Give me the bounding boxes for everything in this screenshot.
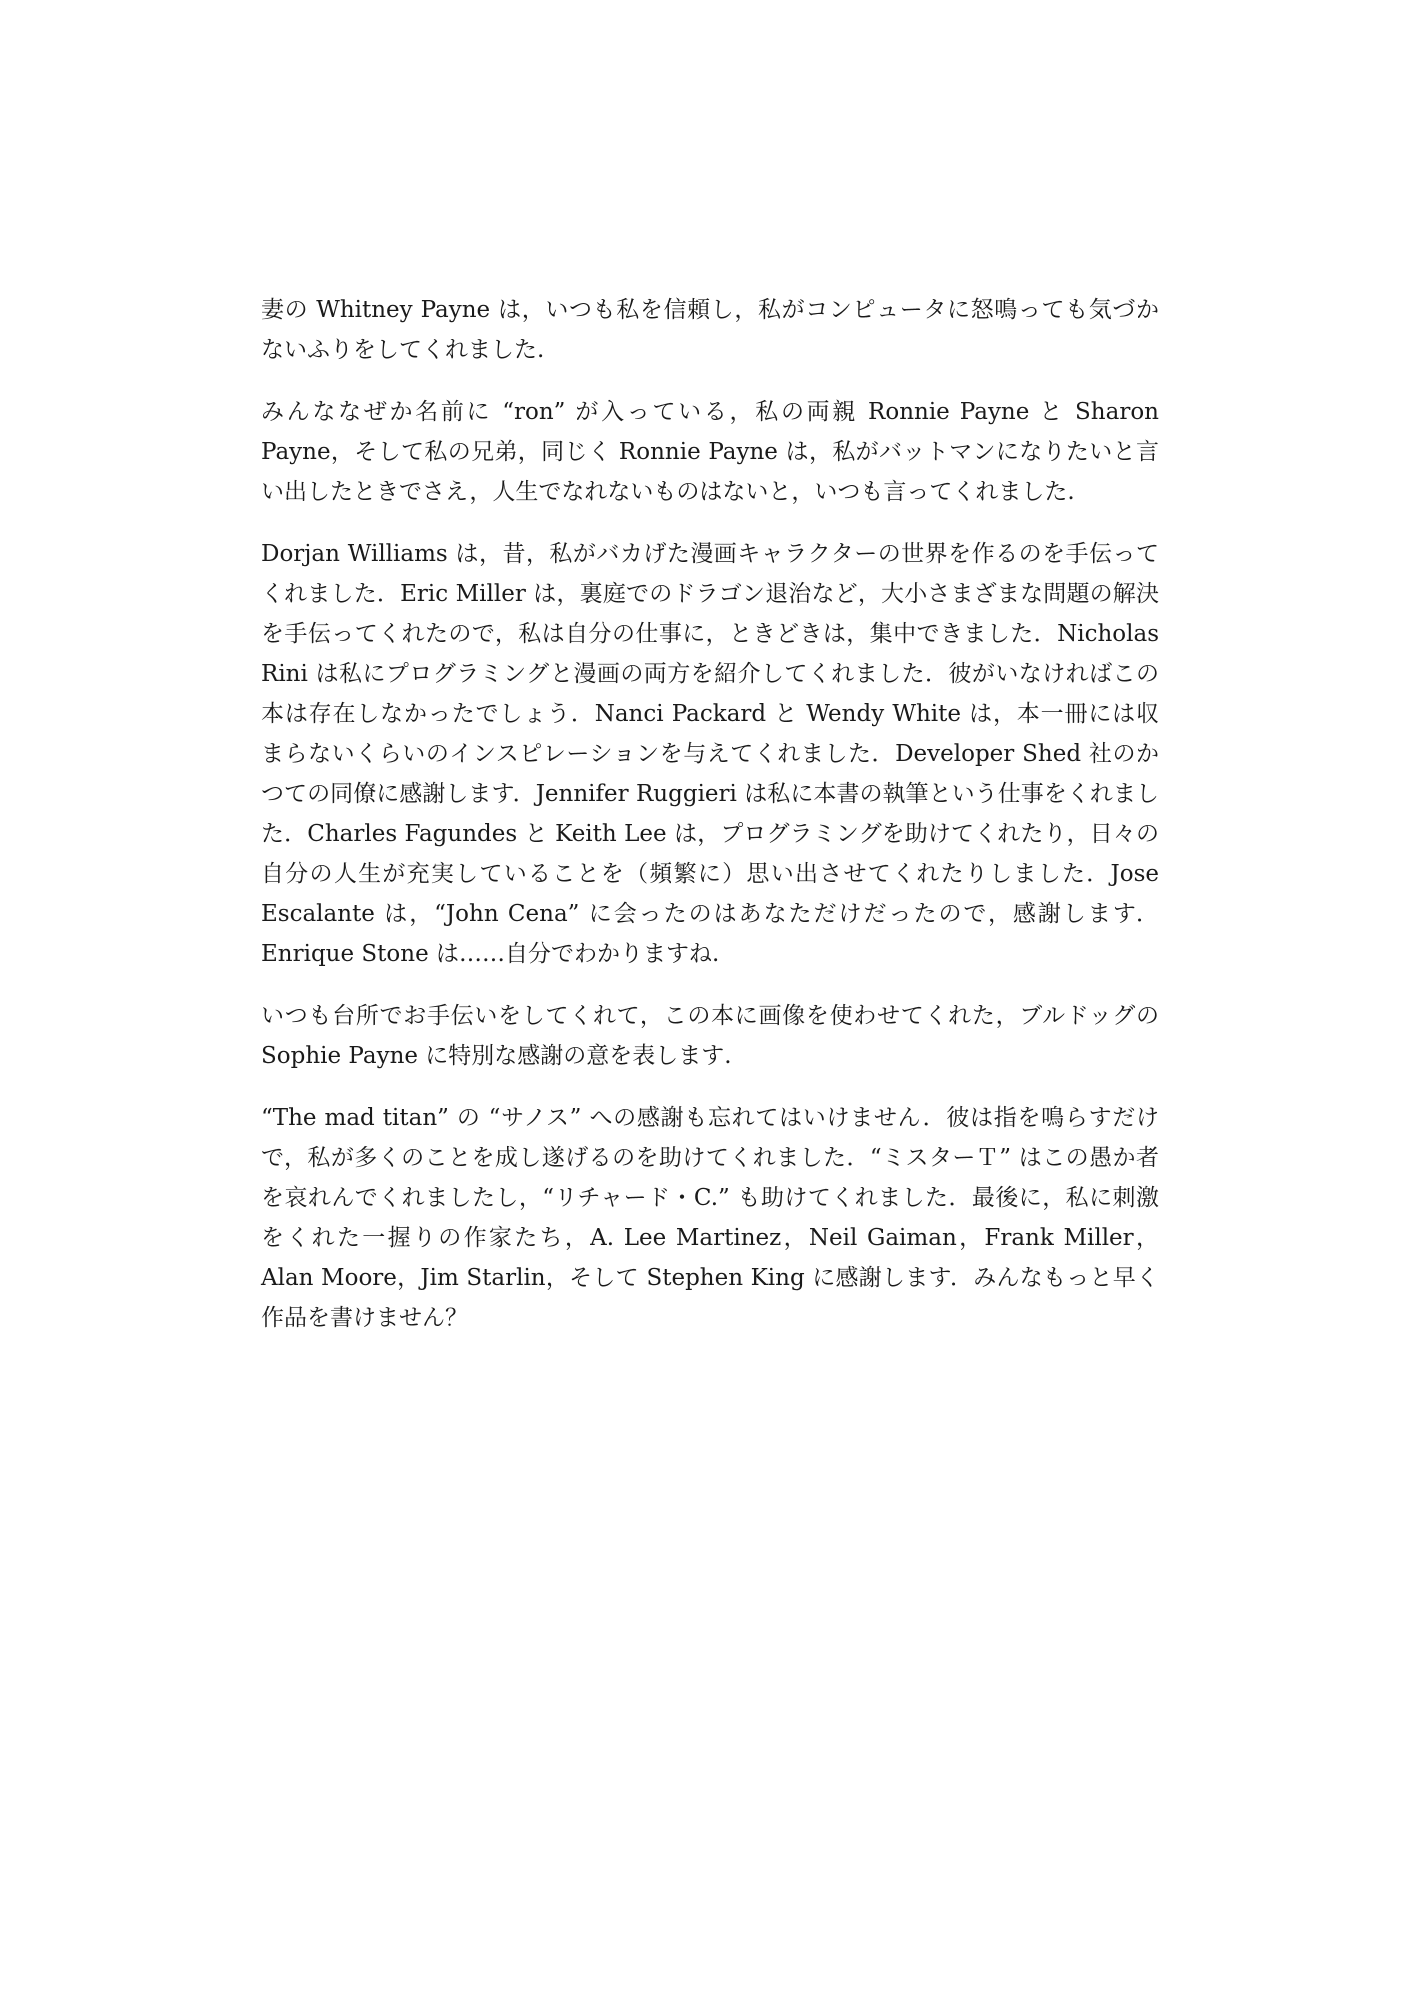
acknowledgments-body xyxy=(261,290,1159,1360)
paragraph-spouse: 妻の Whitney Payne は，いつも私を信頼し，私がコンピュータに怒鳴っても気づかないふりをしてくれました. xyxy=(261,297,1159,363)
paragraph-parents: みんななぜか名前に “ron” が入っている，私の両親 Ronnie Payne と Sharon Payne，そして私の兄弟，同じく Ronnie Payne は，私がバットマンになりたいと言い出したときでさえ，人生でなれないものはないと，いつも言ってくれました. xyxy=(261,399,1159,505)
paragraph-bulldog: いつも台所でお手伝いをしてくれて，この本に画像を使わせてくれた，ブルドッグの Sophie Payne に特別な感謝の意を表します. xyxy=(261,1003,1159,1069)
paragraph-friends: Dorjan Williams は，昔，私がバカげた漫画キャラクターの世界を作るのを手伝ってくれました．Eric Miller は，裏庭でのドラゴン退治など，大小さまざまな問題の解決を手伝ってくれたので，私は自分の仕事に，ときどきは，集中できました．Nicholas Rini は私にプログラミングと漫画の両方を紹介してくれました．彼がいなければこの本は存在しなかったでしょう．Nanci Packard と Wendy White は，本一冊には収まらないくらいのインスピレーションを与えてくれました．Developer Shed 社のかつての同僚に感謝します．Jennifer Ruggieri は私に本書の執筆という仕事をくれました．Charles Fagundes と Keith Lee は，プログラミングを助けてくれたり，日々の自分の人生が充実していることを（頻繁に）思い出させてくれたりしました．Jose Escalante は，“John Cena” に会ったのはあなただけだったので，感謝します．Enrique Stone は……自分でわかりますね. xyxy=(261,541,1159,967)
paragraph-authors: “The mad titan” の “サノス” への感謝も忘れてはいけません．彼は指を鳴らすだけで，私が多くのことを成し遂げるのを助けてくれました．“ミスターＴ” はこの愚か者を哀れんでくれましたし，“リチャード・C.” も助けてくれました．最後に，私に刺激をくれた一握りの作家たち，A. Lee Martinez，Neil Gaiman，Frank Miller，Alan Moore，Jim Starlin，そして Stephen King に感謝します．みんなもっと早く作品を書けません？ xyxy=(261,1105,1159,1331)
